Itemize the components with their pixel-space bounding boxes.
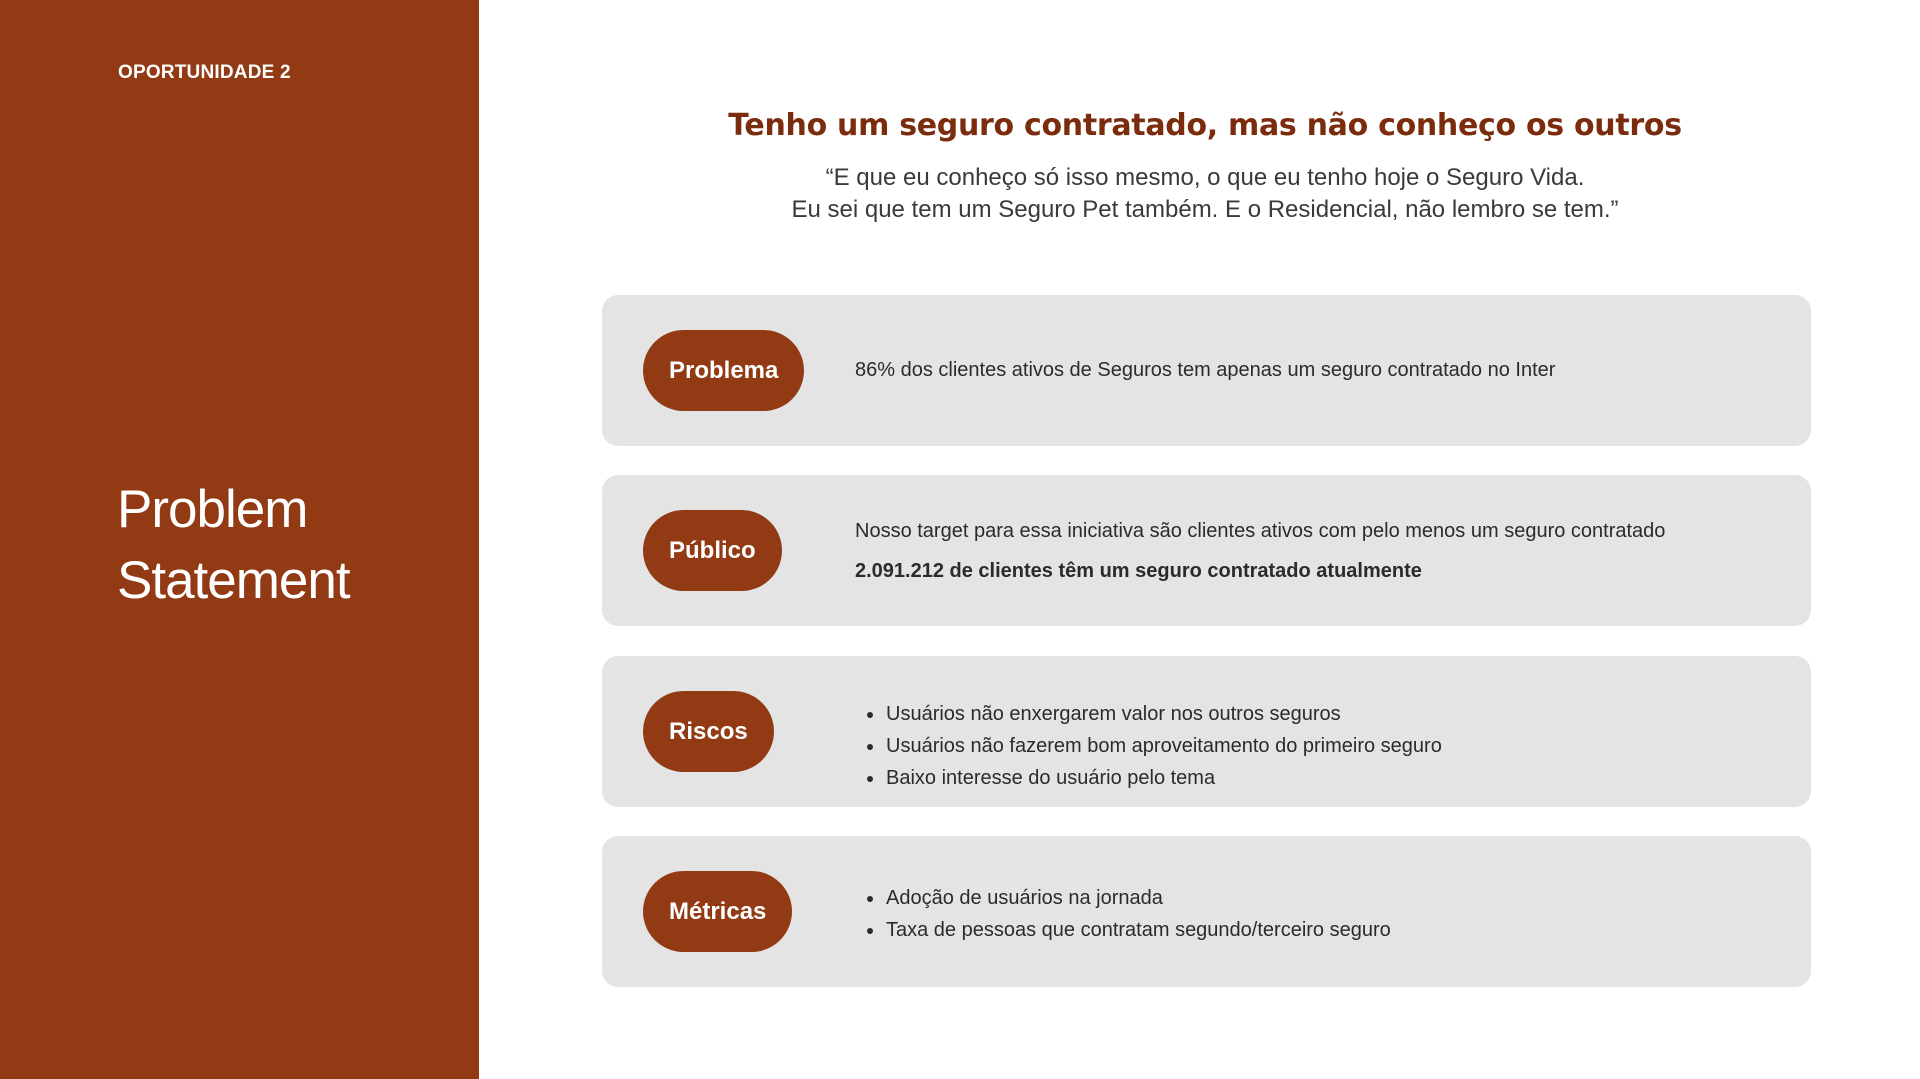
- section-title: [117, 474, 447, 616]
- card-riscos: [602, 656, 1811, 807]
- riscos-list: [855, 698, 1771, 794]
- metricas-list: [855, 882, 1771, 946]
- quote-line-1: “E que eu conheço só isso mesmo, o que eu tenho hoje o Seguro Vida.: [825, 164, 1585, 191]
- card-metricas: [602, 836, 1811, 987]
- publico-text: [855, 511, 1771, 591]
- card-problema: [602, 295, 1811, 446]
- publico-description: Nosso target para essa iniciativa são clientes ativos com pelo menos um seguro contratado: [855, 520, 1666, 542]
- left-panel: [0, 0, 479, 1079]
- list-item: Taxa de pessoas que contratam segundo/terceiro seguro: [855, 914, 1771, 946]
- problema-text: 86% dos clientes ativos de Seguros tem apenas um seguro contratado no Inter: [855, 359, 1556, 381]
- section-title-line-2: Statement: [117, 551, 350, 610]
- pill-metricas: Métricas: [643, 871, 792, 952]
- list-item: Baixo interesse do usuário pelo tema: [855, 762, 1771, 794]
- publico-highlight: 2.091.212 de clientes têm um seguro contratado atualmente: [855, 560, 1422, 582]
- card-publico: [602, 475, 1811, 626]
- user-quote: [600, 162, 1810, 226]
- list-item: Usuários não enxergarem valor nos outros seguros: [855, 698, 1771, 730]
- pill-problema: Problema: [643, 330, 804, 411]
- headline: Tenho um seguro contratado, mas não conheço os outros: [728, 108, 1682, 143]
- pill-riscos: Riscos: [643, 691, 774, 772]
- eyebrow-label: OPORTUNIDADE 2: [118, 62, 291, 83]
- quote-line-2: Eu sei que tem um Seguro Pet também. E o Residencial, não lembro se tem.”: [791, 196, 1619, 223]
- pill-publico: Público: [643, 510, 782, 591]
- section-title-line-1: Problem: [117, 480, 308, 539]
- list-item: Usuários não fazerem bom aproveitamento do primeiro seguro: [855, 730, 1771, 762]
- list-item: Adoção de usuários na jornada: [855, 882, 1771, 914]
